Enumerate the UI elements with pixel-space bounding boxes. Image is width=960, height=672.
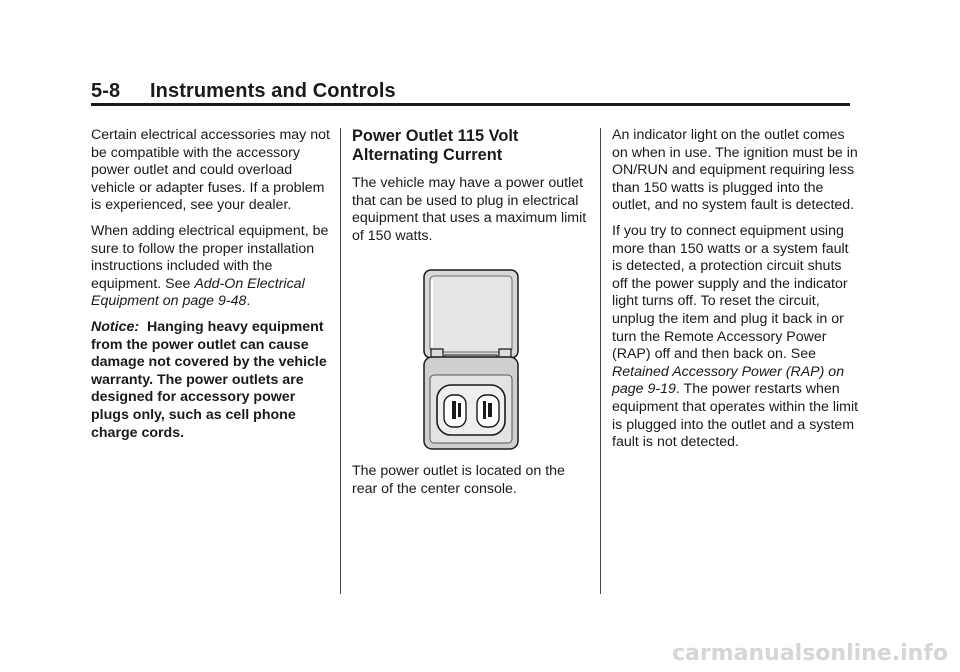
column-divider-1 xyxy=(340,128,341,594)
paragraph-end: . The power restarts when equipment that operates within the limit is plugged into the outlet and a system fault is not detected. xyxy=(612,381,859,451)
column-divider-2 xyxy=(600,128,601,594)
paragraph-text: If you try to connect equipment using more than 150 watts or a system fault is detected, a protection circuit shuts off the power supply and the indicator light turns off. To reset the circuit, unplug the item and plug it back in or turn the Remote Accessory Power (RAP) off and then back on. See xyxy=(612,222,849,363)
section-title: Instruments and Controls xyxy=(150,80,396,102)
paragraph-protection-circuit xyxy=(612,223,860,452)
paragraph-adding-equipment xyxy=(91,223,336,311)
column-3 xyxy=(612,127,860,460)
notice-block xyxy=(91,319,336,442)
cross-reference-link[interactable]: Add-On Electrical Equipment on page 9-48 xyxy=(91,275,305,310)
cross-reference-link[interactable]: Retained Accessory Power (RAP) on page 9-19 xyxy=(612,363,845,398)
header-rule xyxy=(91,103,850,106)
page-number: 5-8 xyxy=(91,80,121,102)
column-1 xyxy=(91,127,336,450)
column-2 xyxy=(352,127,588,507)
paragraph-text: When adding electrical equipment, be sure to follow the proper installation instructions included with the equipment. See xyxy=(91,222,329,292)
watermark: carmanualsonline.info xyxy=(672,641,948,666)
power-outlet-illustration xyxy=(423,269,519,451)
paragraph-indicator-light: An indicator light on the outlet comes on when in use. The ignition must be in ON/RUN and equipment requiring less than 150 watts is plugged into the outlet, and no system fault is detected. xyxy=(612,127,858,214)
paragraph-outlet-intro: The vehicle may have a power outlet that can be used to plug in electrical equipment that uses a maximum limit of 150 watts. xyxy=(352,175,587,244)
paragraph-outlet-location: The power outlet is located on the rear of the center console. xyxy=(352,463,565,497)
paragraph-end: . xyxy=(246,293,251,310)
notice-text: Hanging heavy equipment from the power outlet can cause damage not covered by the vehicle warranty. The power outlets are designed for accessory power plugs only, such as cell phone charge cords. xyxy=(91,318,327,441)
paragraph-compatibility: Certain electrical accessories may not be compatible with the accessory power outlet and could overload vehicle or adapter fuses. If a problem is experienced, see your dealer. xyxy=(91,127,330,214)
notice-label: Notice: xyxy=(91,318,140,335)
section-heading: Power Outlet 115 Volt Alternating Current xyxy=(352,127,519,164)
